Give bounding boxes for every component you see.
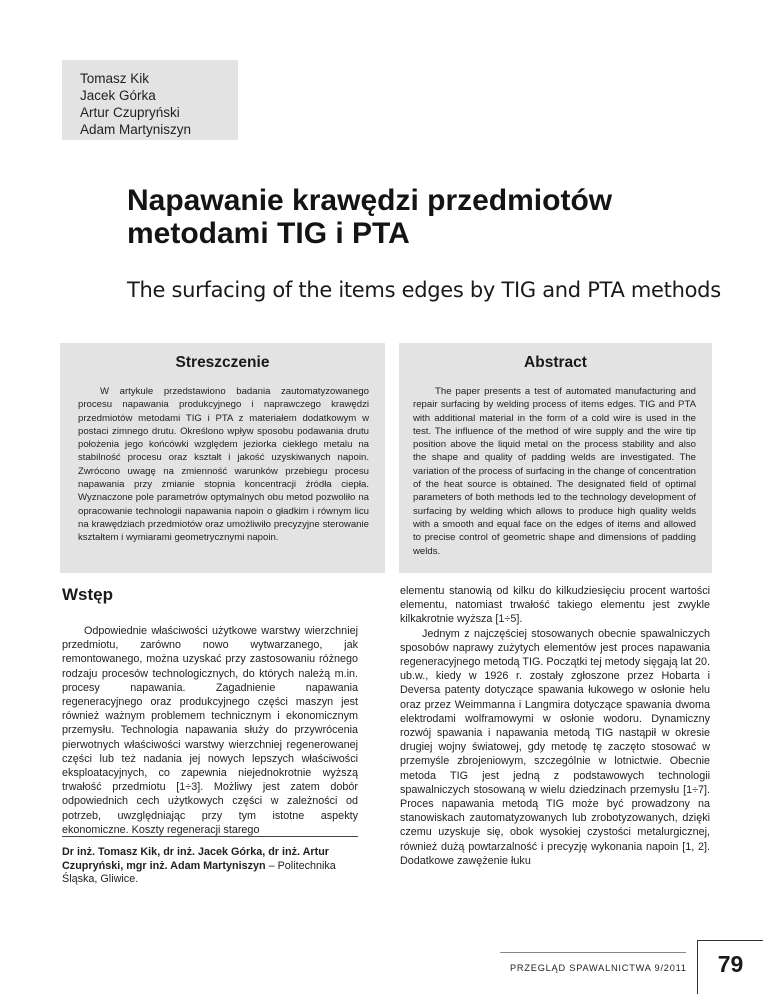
- author-name: Tomasz Kik: [80, 71, 150, 86]
- affiliation-institution: – Politechnika Śląska, Gliwice.: [62, 859, 336, 885]
- streszczenie-body: [60, 385, 385, 545]
- body-paragraph: elementu stanowią od kilku do kilkudziesięciu procent wartości elementu, natomiast trwałość takiego elementu jest zwykle kilkakrotnie wyższa [1÷5].: [400, 585, 710, 626]
- article-subtitle: The surfacing of the items edges by TIG and PTA methods: [127, 278, 721, 302]
- author-name: Artur Czupryński: [80, 105, 180, 120]
- journal-name: PRZEGLĄD SPAWALNICTWA 9/2011: [510, 963, 687, 973]
- streszczenie-text: W artykule przedstawiono badania zautomatyzowanego procesu napawania produkcyjnego i naprawczego krawędzi przedmiotów metodami TIG i PTA z materiałem dodatkowym w postaci zimnego drutu. Określono wpływ sposobu podawania drutu położenia jego końcówki względem jeziorka ciekłego metalu na stabilność procesu oraz kształt i jakość uzyskiwanych napoin. Zwrócono uwagę na zmienność warunków przebiegu procesu napawania przy zmianie stopnia koncentracji źródła ciepła. Wyznaczone pole parametrów optymalnych obu metod pozwoliło na opracowanie technologii napawania napoin o gładkim i równym licu na krawędziach przedmiotów oraz umożliwiło precyzyjne sterowanie kształtem i wymiarami geometrycznymi napoin.: [78, 386, 369, 544]
- author-list: [62, 60, 238, 140]
- author-affiliation: [62, 836, 358, 887]
- body-paragraph: Odpowiednie właściwości użytkowe warstwy wierzchniej przedmiotu, zarówno nowo wytwarzanego, jak remontowanego, można uzyskać przy zastosowaniu różnego rodzaju procesów technologicznych, do których należą m.in. procesy napawania. Zagadnienie napawania regeneracyjnego oraz produkcyjnego części maszyn jest również ważnym problemem technicznym i ekonomicznym przemysłu. Technologia napawania służy do przywrócenia pierwotnych właściwości warstwy wierzchniej regenerowanej części lub też nadania jej nowych lepszych właściwości eksploatacyjnych, co zapewnia niejednokrotnie wyższą trwałość przedmiotu [1÷3]. Możliwy jest zatem dobór odpowiednich cech użytkowych części w zależności od potrzeb, uwzględniając przy tym istotne aspekty ekonomiczne. Koszty regeneracji starego: [62, 625, 358, 836]
- section-heading: Wstęp: [62, 585, 113, 604]
- title-line: Napawanie krawędzi przedmiotów: [127, 184, 613, 217]
- abstract-box: [399, 343, 712, 573]
- abstract-heading: Abstract: [524, 354, 587, 371]
- author-name: Jacek Górka: [80, 88, 156, 103]
- abstract-body: [399, 385, 712, 558]
- footer-divider: [500, 952, 686, 953]
- streszczenie-box: [60, 343, 385, 573]
- abstract-text: The paper presents a test of automated manufacturing and repair surfacing by welding process of items edges. TIG and PTA with additional material in the form of a cold wire is used in the test. The influence of the method of wire supply and the wire tip position above the liquid metal on the process stability and also the shape and quality of padding welds are investigated. The variation of the process of surfacing in the change of concentration of the heat source is obtained. The designated field of optimal parameters of both methods led to the technology development of surfacing by welding which allows to produce high quality welds with a smooth and equal face on the edges of items and allowed to precise control of geometric shape and dimensions of padding welds.: [413, 386, 696, 557]
- page-number: 79: [697, 940, 763, 994]
- author-name: Adam Martyniszyn: [80, 122, 192, 137]
- left-column: [62, 624, 358, 837]
- body-paragraph: Jednym z najczęściej stosowanych obecnie spawalniczych sposobów naprawy zużytych elementów jest proces napawania regeneracyjnego metodą TIG. Początki tej metody sięgają lat 20. ub.w., kiedy w 1926 r. zostały zgłoszone przez Hobarta i Deversa patenty dotyczące spawania łukowego w osłonie helu oraz przez Weimmanna i Langmira dotyczące spawania dwoma elektrodami wolframowymi w osłonie wodoru. Dynamiczny rozwój spawania i napawania metodą TIG nastąpił w okresie drugiej wojny światowej, gdy metodę tę zaczęto stosować w przemyśle zbrojeniowym, szczególnie w lotnictwie. Obecnie metoda TIG jest jedną z podstawowych technologii spawalniczych stosowaną w wielu dziedzinach przemysłu [1÷7]. Proces napawania metodą TIG może być prowadzony na stanowiskach zautomatyzowanych lub zrobotyzowanych, dzięki czemu uzyskuje się, obok wysokiej czystości metalurgicznej, również dużą powtarzalność i precyzję wykonania napoin [1, 2]. Dodatkowe zawężenie łuku: [400, 627, 710, 867]
- streszczenie-heading: Streszczenie: [175, 354, 270, 371]
- right-column: [400, 584, 710, 868]
- article-title: [127, 184, 687, 250]
- affiliation-names: Dr inż. Tomasz Kik, dr inż. Jacek Górka, dr inż. Artur Czupryński, mgr inż. Adam Martyniszyn: [62, 846, 329, 872]
- title-line: metodami TIG i PTA: [127, 217, 410, 250]
